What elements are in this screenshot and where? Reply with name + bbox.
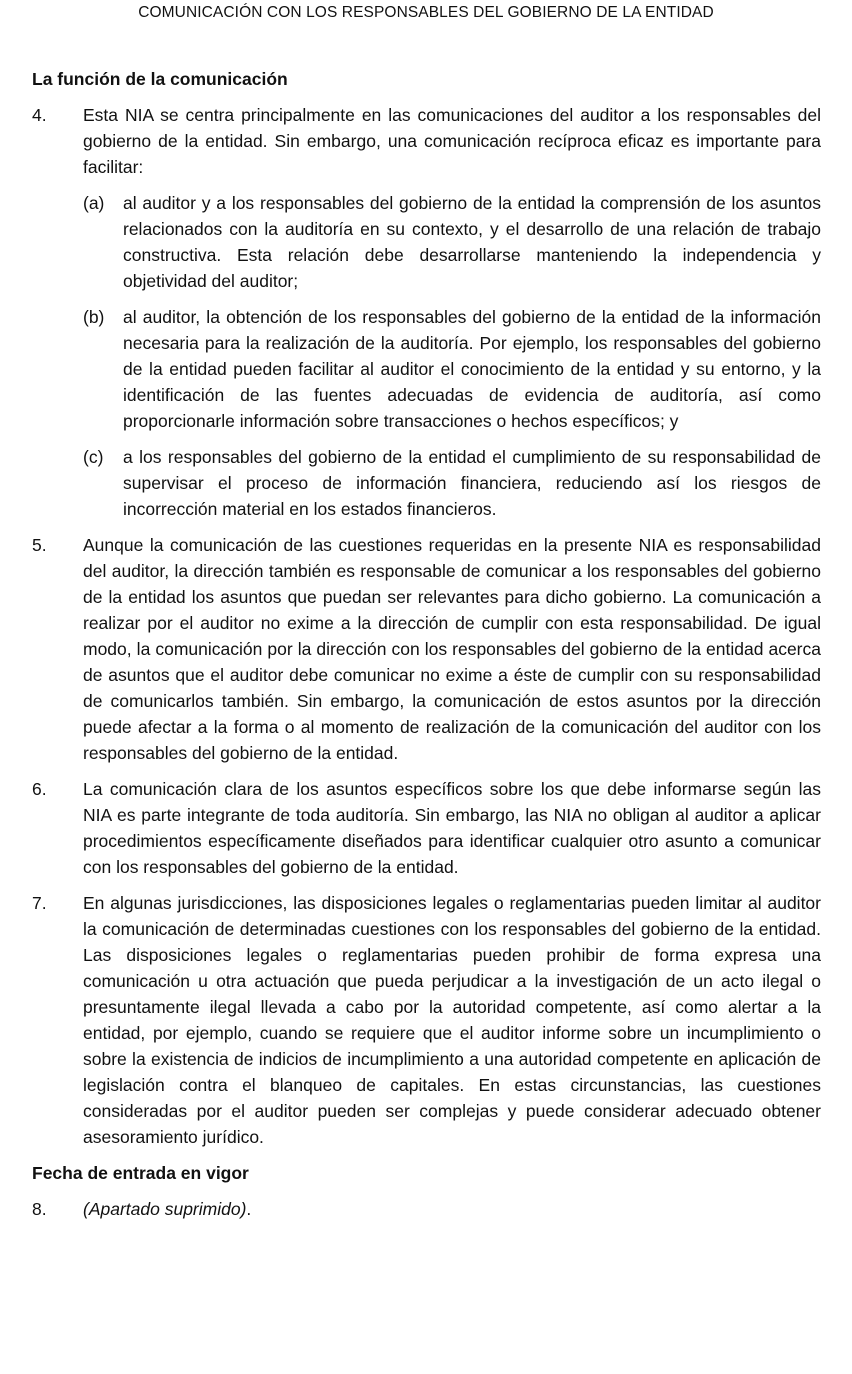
- list-item-text: a los responsables del gobierno de la entidad el cumplimiento de su responsabilidad de supervisar el proceso de información financiera, reduciendo así los riesgos de incorrección material en los estados financieros.: [123, 447, 821, 519]
- paragraph-number: 6.: [32, 779, 47, 799]
- paragraph-number: 5.: [32, 535, 47, 555]
- running-header: COMUNICACIÓN CON LOS RESPONSABLES DEL GOBIERNO DE LA ENTIDAD: [138, 4, 714, 21]
- list-item-letter: (a): [83, 193, 105, 213]
- paragraph-5: [32, 532, 821, 766]
- paragraph-text: Esta NIA se centra principalmente en las comunicaciones del auditor a los responsables del gobierno de la entidad. Sin embargo, una comunicación recíproca eficaz es importante para facilitar:: [83, 105, 821, 177]
- paragraph-text: La comunicación clara de los asuntos específicos sobre los que debe informarse según las NIA es parte integrante de toda auditoría. Sin embargo, las NIA no obligan al auditor a aplicar procedimientos específicamente diseñados para identificar cualquier otro asunto a comunicar con los responsables del gobierno de la entidad.: [83, 779, 821, 877]
- list-item-letter: (c): [83, 447, 104, 467]
- paragraph-8: [32, 1196, 821, 1222]
- paragraph-text: Aunque la comunicación de las cuestiones requeridas en la presente NIA es responsabilidad del auditor, la dirección también es responsable de comunicar a los responsables del gobierno de la entidad los asuntos que puedan ser relevantes para dicho gobierno. La comunicación a realizar por el auditor no exime a la dirección de cumplir con esta responsabilidad. De igual modo, la comunicación por la dirección con los responsables del gobierno de la entidad acerca de asuntos que el auditor debe comunicar no exime a éste de cumplir con su responsabilidad de comunicarlos también. Sin embargo, la comunicación de estos asuntos por la dirección puede afectar a la forma o al momento de realización de la comunicación del auditor con los responsables del gobierno de la entidad.: [83, 535, 821, 763]
- section-heading-effective-date: Fecha de entrada en vigor: [32, 1163, 249, 1183]
- list-item-b: [83, 304, 821, 434]
- list-item-letter: (b): [83, 307, 105, 327]
- paragraph-text: [83, 1196, 821, 1222]
- section-heading-role: La función de la comunicación: [32, 69, 288, 89]
- paragraph-4: [32, 102, 821, 522]
- sentence-period: .: [246, 1199, 252, 1219]
- paragraph-text: En algunas jurisdicciones, las disposiciones legales o reglamentarias pueden limitar al auditor la comunicación de determinadas cuestiones con los responsables del gobierno de la entidad. Las disposiciones legales o reglamentarias pueden prohibir de forma expresa una comunicación u otra actuación que pueda perjudicar a la investigación de un acto ilegal o presuntamente ilegal llevada a cabo por la autoridad competente, así como alertar a la entidad, por ejemplo, cuando se requiere que el auditor informe sobre un incumplimiento o sobre la existencia de indicios de incumplimiento a una autoridad competente en aplicación de legislación contra el blanqueo de capitales. En estas circunstancias, las cuestiones consideradas por el auditor pueden ser complejas y puede considerar adecuado obtener asesoramiento jurídico.: [83, 893, 821, 1147]
- paragraph-number: 8.: [32, 1199, 47, 1219]
- paragraph-number: 7.: [32, 893, 47, 913]
- paragraph-number: 4.: [32, 105, 47, 125]
- document-body: [32, 66, 821, 1232]
- list-item-c: [83, 444, 821, 522]
- list-item-a: [83, 190, 821, 294]
- list-item-text: al auditor, la obtención de los responsables del gobierno de la entidad de la información necesaria para la realización de la auditoría. Por ejemplo, los responsables del gobierno de la entidad pueden facilitar al auditor el conocimiento de la entidad y su entorno, y la identificación de las fuentes adecuadas de evidencia de auditoría, así como proporcionarle información sobre transacciones o hechos específicos; y: [123, 307, 821, 431]
- deleted-paragraph-note: (Apartado suprimido): [83, 1199, 247, 1219]
- paragraph-7: [32, 890, 821, 1150]
- list-item-text: al auditor y a los responsables del gobierno de la entidad la comprensión de los asuntos relacionados con la auditoría en su contexto, y el desarrollo de una relación de trabajo constructiva. Esta relación debe desarrollarse manteniendo la independencia y objetividad del auditor;: [123, 193, 821, 291]
- paragraph-6: [32, 776, 821, 880]
